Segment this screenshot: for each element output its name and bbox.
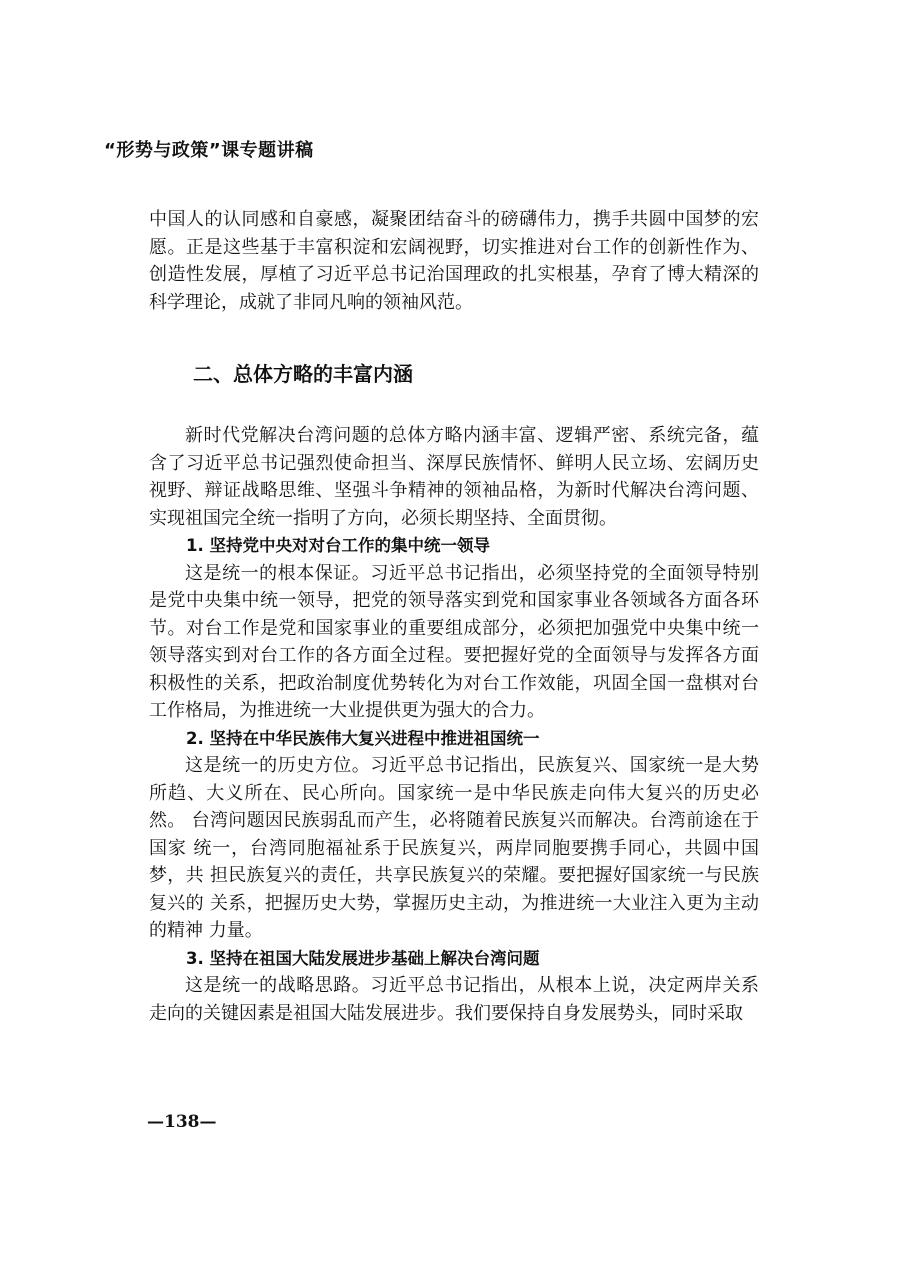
paragraph-2: 这是统一的历史方位。习近平总书记指出，民族复兴、国家统一是大势 所趋、大义所在、民心所向。国家统一是中华民族走向伟大复兴的历史必然。 台湾问题因民族弱乱而产生，必将随着民族复兴而解决。台湾前途在于国家 统一，台湾同胞福祉系于民族复兴，两岸同胞要携手同心，共圆中国梦，共 担民族复兴的责任，共享民族复兴的荣耀。要把握好国家统一与民族复兴的 关系，把握历史大势，掌握历史主动，为推进统一大业注入更为主动的精神 力量。 <box>149 755 759 941</box>
paragraph-intro: 新时代党解决台湾问题的总体方略内涵丰富、逻辑严密、系统完备，蕴 含了习近平总书记强烈使命担当、深厚民族情怀、鲜明人民立场、宏阔历史 视野、辩证战略思维、坚强斗争精神的领袖品格，为新时代解决台湾问题、 实现祖国完全统一指明了方向，必须长期坚持、全面贯彻。 <box>149 425 759 529</box>
subheading-2: 2. 坚持在中华民族伟大复兴进程中推进祖国统一 <box>186 728 540 748</box>
running-header: “形势与政策”课专题讲稿 <box>104 140 314 161</box>
section-heading: 二、总体方略的丰富内涵 <box>193 362 413 386</box>
subheading-3: 3. 坚持在祖国大陆发展进步基础上解决台湾问题 <box>186 948 540 968</box>
paragraph-3: 这是统一的战略思路。习近平总书记指出，从根本上说，决定两岸关系走向的关键因素是祖国大陆发展进步。我们要保持自身发展势头，同时采取 <box>149 975 759 1024</box>
page-number: —138— <box>147 1112 217 1132</box>
paragraph-1: 这是统一的根本保证。习近平总书记指出，必须坚持党的全面领导特别是党中央集中统一领导，把党的领导落实到党和国家事业各领域各方面各环节。对台工作是党和国家事业的重要组成部分，必须把加强党中央集中统一领导落实到对台工作的各方面全过程。要把握好党的全面领导与发挥各方面积极性的关系，把政治制度优势转化为对台工作效能，巩固全国一盘棋对台 工作格局，为推进统一大业提供更为强大的合力。 <box>149 562 759 721</box>
page-body <box>149 206 759 1027</box>
paragraph-continuation: 中国人的认同感和自豪感，凝聚团结奋斗的磅礴伟力，携手共圆中国梦的宏愿。正是这些基于丰富积淀和宏阔视野，切实推进对台工作的创新性作为、创造性发展，厚植了习近平总书记治国理政的扎实根基，孕育了博大精深的科学理论，成就了非同凡响的领袖风范。 <box>149 209 759 313</box>
subheading-1: 1. 坚持党中央对对台工作的集中统一领导 <box>186 536 490 555</box>
